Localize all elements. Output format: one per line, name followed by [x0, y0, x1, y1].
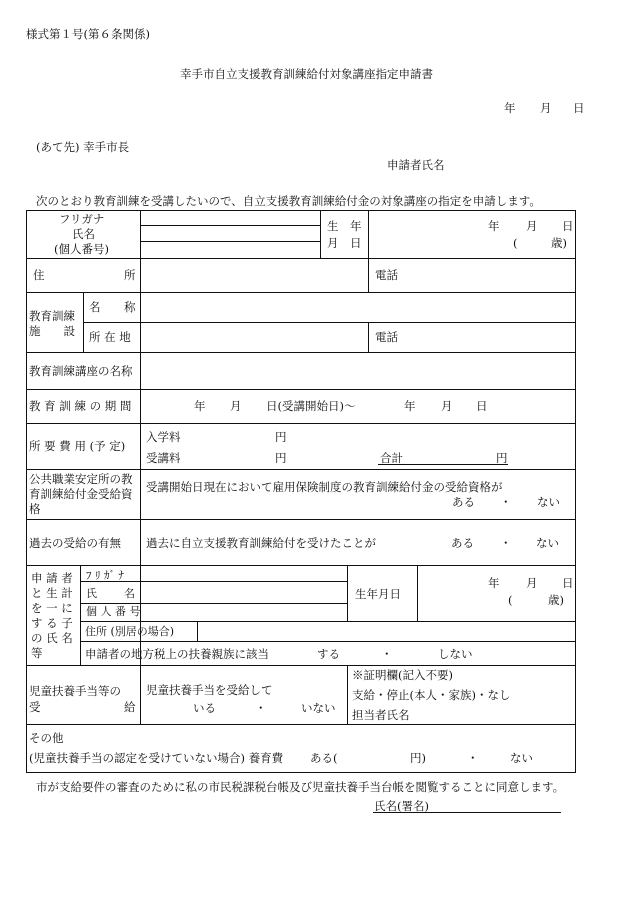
- personal-number-label: (個人番号): [54, 242, 109, 256]
- other-label: その他: [29, 731, 64, 745]
- other-text: (児童扶養手当の認定を受けていない場合) 養育費: [29, 751, 284, 765]
- address-label-2: 所: [124, 268, 136, 282]
- address-field[interactable]: [141, 259, 367, 291]
- total-label: 合計: [380, 451, 403, 465]
- tuition-fee-label: 受講料: [146, 451, 181, 465]
- child-age-open: (: [508, 593, 513, 607]
- form-title: 幸手市自立支援教育訓練給付対象講座指定申請書: [180, 67, 433, 81]
- eligibility-no[interactable]: ない: [537, 495, 560, 509]
- past-no[interactable]: ない: [536, 536, 559, 550]
- facility-phone-label: 電話: [375, 330, 398, 344]
- period-end-day: 日: [476, 399, 488, 413]
- eligibility-label-2: 育訓練給付金受給資: [29, 487, 133, 501]
- consent-text: 市が支給要件の審査のために私の市民税課税台帳及び児童扶養手当台帳を閲覧することに同意します。: [36, 780, 565, 794]
- eligibility-text: 受講開始日現在において雇用保険制度の教育訓練給付金の受給資格が: [146, 480, 503, 494]
- period-start-year: 年: [194, 399, 206, 413]
- certification-officer: 担当者氏名: [352, 708, 410, 722]
- date-day: 日: [573, 101, 585, 115]
- period-end-year: 年: [404, 399, 416, 413]
- child-label-line-5: の 氏 名: [31, 631, 73, 645]
- total-yen: 円: [496, 451, 508, 465]
- child-dependent-does[interactable]: する: [317, 647, 340, 661]
- period-start-month: 月: [230, 399, 242, 413]
- addressee: (あて先) 幸手市長: [36, 140, 130, 154]
- allowance-label-2b: 給: [124, 700, 136, 714]
- child-personal-number-field[interactable]: [141, 604, 346, 620]
- period-start-day: 日(受講開始日)～: [266, 399, 356, 413]
- date-month: 月: [540, 101, 552, 115]
- child-separate-address-label: 住所 (別居の場合): [85, 625, 175, 638]
- facility-label-1: 教育訓練: [29, 309, 75, 323]
- child-birth-label: 生年月日: [355, 587, 401, 601]
- allowance-no[interactable]: いない: [301, 701, 336, 715]
- intro-text: 次のとおり教育訓練を受講したいので、自立支援教育訓練給付金の対象講座の指定を申請します。: [36, 194, 541, 208]
- admission-fee-label: 入学料: [146, 430, 181, 444]
- child-label-line-6: 等: [31, 646, 43, 660]
- birth-day: 日: [562, 219, 574, 233]
- child-dependent-text: 申請者の地方税上の扶養親族に該当: [85, 647, 269, 661]
- child-dependent-doesnt[interactable]: しない: [438, 647, 473, 661]
- facility-name-label-1: 名: [89, 300, 101, 314]
- allowance-label-2a: 受: [29, 700, 41, 714]
- certification-title: ※証明欄(記入不要): [352, 668, 453, 682]
- child-furigana-label: ﾌ ﾘ ｶﾞ ﾅ: [86, 569, 124, 582]
- child-furigana-field[interactable]: [141, 566, 346, 580]
- birth-label-bottom: 月 日: [327, 236, 362, 250]
- admission-fee-yen: 円: [275, 430, 287, 444]
- past-dot: ・: [500, 536, 512, 550]
- age-open: (: [513, 236, 518, 250]
- facility-name-field[interactable]: [141, 293, 575, 321]
- birth-label-top: 生 年: [327, 219, 362, 233]
- course-name-label: 教育訓練講座の名称: [29, 364, 133, 378]
- child-name-label-2: 名: [124, 587, 135, 600]
- child-name-label-1: 氏: [86, 587, 97, 600]
- period-label: 教 育 訓 練 の 期 間: [29, 399, 132, 413]
- child-label-line-1: 申 請 者: [31, 571, 73, 585]
- birth-month: 月: [526, 219, 538, 233]
- child-support-no[interactable]: ない: [510, 751, 533, 765]
- past-text: 過去に自立支援教育訓練給付を受けたことが: [146, 536, 376, 550]
- eligibility-label-3: 格: [29, 502, 41, 516]
- signature-field[interactable]: [430, 797, 560, 812]
- applicant-name-label: 申請者氏名: [387, 158, 445, 172]
- child-age-close: 歳): [548, 593, 564, 607]
- furigana-field[interactable]: [141, 211, 319, 224]
- child-personal-number-label: 個 人 番 号: [86, 605, 141, 618]
- period-end-month: 月: [441, 399, 453, 413]
- allowance-yes[interactable]: いる: [193, 701, 216, 715]
- eligibility-label-1: 公共職業安定所の教: [29, 472, 133, 486]
- past-label: 過去の受給の有無: [29, 536, 121, 550]
- past-yes[interactable]: ある: [451, 536, 474, 550]
- facility-name-label-2: 称: [124, 300, 136, 314]
- allowance-label-1: 児童扶養手当等の: [29, 684, 121, 698]
- birth-year: 年: [488, 219, 500, 233]
- name-label: 氏名: [72, 227, 95, 241]
- table-border-left: [26, 210, 27, 773]
- date-year: 年: [504, 101, 516, 115]
- child-dependent-dot: ・: [381, 647, 393, 661]
- signature-label: 氏名(署名): [374, 799, 429, 813]
- furigana-label: フリガナ: [59, 212, 105, 226]
- tuition-fee-yen: 円: [275, 451, 287, 465]
- allowance-dot: ・: [255, 701, 267, 715]
- course-name-field[interactable]: [141, 353, 575, 388]
- allowance-text: 児童扶養手当を受給して: [146, 683, 273, 697]
- child-name-field[interactable]: [141, 582, 346, 602]
- child-birth-month: 月: [526, 576, 538, 590]
- child-label-line-2: と 生 計: [31, 586, 73, 600]
- address-phone-label: 電話: [375, 268, 398, 282]
- child-label-line-4: す る 子: [31, 616, 73, 630]
- child-separate-address-field[interactable]: [198, 622, 575, 640]
- cost-label: 所 要 費 用 (予 定): [29, 439, 126, 453]
- table-border-right: [575, 210, 576, 773]
- name-field[interactable]: [141, 226, 319, 240]
- certification-status: 支給・停止(本人・家族)・なし: [352, 688, 511, 702]
- form-number: 様式第１号(第６条関係): [26, 27, 150, 41]
- facility-location-label: 所 在 地: [89, 330, 131, 344]
- table-border-bottom: [26, 772, 576, 773]
- child-birth-year: 年: [488, 576, 500, 590]
- facility-location-field[interactable]: [141, 323, 367, 351]
- age-close: 歳): [551, 236, 567, 250]
- eligibility-yes[interactable]: ある: [452, 495, 475, 509]
- personal-number-field[interactable]: [141, 242, 319, 257]
- child-label-line-3: を 一 に: [31, 601, 73, 615]
- facility-label-2: 施 設: [29, 324, 75, 338]
- child-support-yes[interactable]: ある(: [310, 751, 338, 765]
- eligibility-dot: ・: [500, 495, 512, 509]
- child-support-dot: ・: [467, 751, 479, 765]
- address-label-1: 住: [33, 268, 45, 282]
- child-support-yen: 円): [410, 751, 426, 765]
- child-birth-day: 日: [562, 576, 574, 590]
